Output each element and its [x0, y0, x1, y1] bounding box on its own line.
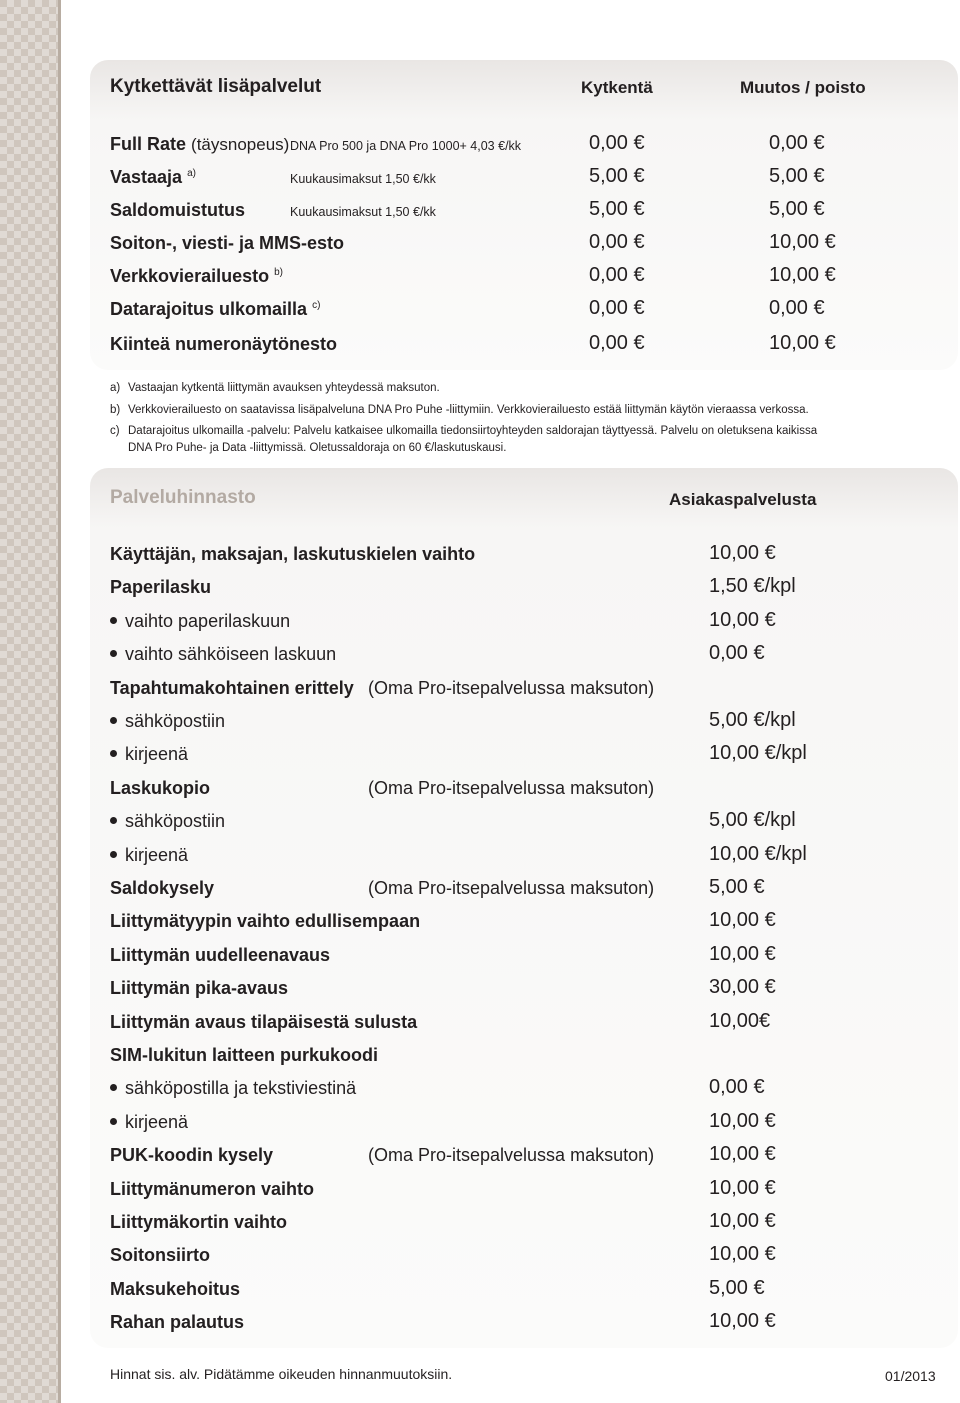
service-price: 10,00 € [709, 1210, 776, 1232]
change-price: 10,00 € [769, 231, 836, 253]
price-subitem-label: kirjeenä [110, 845, 188, 866]
service-price: 10,00 € [709, 609, 776, 631]
price-item-label: Liittymäkortin vaihto [110, 1212, 288, 1232]
service-label: Full Rate (täysnopeus) [110, 134, 290, 154]
footnote-text: DNA Pro Puhe- ja Data -liittymissä. Oletussaldoraja on 60 €/laskutuskausi. [128, 442, 507, 454]
price-item-label: PUK-koodin kysely [110, 1145, 274, 1165]
services-title: Kytkettävät lisäpalvelut [110, 76, 322, 97]
price-item-label: Liittymän uudelleenavaus [110, 945, 331, 965]
service-price: 10,00 €/kpl [709, 843, 807, 865]
service-price: 5,00 € [709, 1277, 765, 1299]
service-price: 10,00 € [709, 1310, 776, 1332]
footnote-text: Vastaajan kytkentä liittymän avauksen yhteydessä maksuton. [128, 382, 440, 394]
footnote [110, 423, 817, 457]
service-price: 10,00€ [709, 1010, 771, 1032]
bullet-icon [110, 650, 117, 657]
footnote [110, 402, 809, 419]
price-item-label: Liittymätyypin vaihto edullisempaan [110, 911, 421, 931]
price-item-label: Liittymän avaus tilapäisestä sulusta [110, 1012, 418, 1032]
footnote-reference: a) [187, 168, 196, 179]
activation-price: 0,00 € [589, 264, 645, 286]
footnote-reference: c) [312, 300, 321, 311]
activation-price: 0,00 € [589, 297, 645, 319]
bullet-icon [110, 750, 117, 757]
service-price: 10,00 € [709, 943, 776, 965]
bullet-icon [110, 617, 117, 624]
service-price: 5,00 €/kpl [709, 809, 796, 831]
change-price: 0,00 € [769, 297, 825, 319]
decorative-side-strip [0, 0, 58, 1403]
service-label: Verkkovierailuesto $^{b)}$ [110, 266, 284, 286]
service-price: 10,00 € [709, 909, 776, 931]
change-column-header: Muutos / poisto [740, 78, 866, 97]
price-item-label: Paperilasku [110, 577, 212, 597]
change-price: 5,00 € [769, 198, 825, 220]
bullet-icon [110, 817, 117, 824]
service-monthly-note: DNA Pro 500 ja DNA Pro 1000+ 4,03 €/kk [290, 139, 522, 153]
self-service-note: (Oma Pro-itsepalvelussa maksuton) [368, 878, 655, 898]
change-price: 10,00 € [769, 332, 836, 354]
price-disclaimer: Hinnat sis. alv. Pidätämme oikeuden hinnanmuutoksiin. [110, 1366, 453, 1382]
price-item-label: Laskukopio [110, 778, 211, 798]
footnote-reference: b) [274, 267, 284, 278]
price-item-label: Liittymän pika-avaus [110, 978, 289, 998]
service-price: 10,00 € [709, 1177, 776, 1199]
self-service-note: (Oma Pro-itsepalvelussa maksuton) [368, 1145, 655, 1165]
price-subitem-label: sähköpostiin [110, 811, 225, 832]
service-price: 10,00 €/kpl [709, 742, 807, 764]
footnote-mark: b) [110, 404, 121, 416]
price-item-label: Saldokysely [110, 878, 215, 898]
self-service-note: (Oma Pro-itsepalvelussa maksuton) [368, 778, 655, 798]
service-label: Saldomuistutus [110, 200, 246, 220]
bullet-icon [110, 851, 117, 858]
activation-price: 0,00 € [589, 332, 645, 354]
activation-price: 5,00 € [589, 165, 645, 187]
price-subitem-label: kirjeenä [110, 744, 188, 765]
price-item-label: SIM-lukitun laitteen purkukoodi [110, 1045, 379, 1065]
activation-price: 5,00 € [589, 198, 645, 220]
service-price: 5,00 € [709, 876, 765, 898]
service-label: Datarajoitus ulkomailla $^{c)}$ [110, 299, 321, 319]
change-price: 10,00 € [769, 264, 836, 286]
activation-price: 0,00 € [589, 231, 645, 253]
price-item-label: Liittymänumeron vaihto [110, 1179, 315, 1199]
price-subitem-label: kirjeenä [110, 1112, 188, 1133]
customer-service-column-header: Asiakaspalvelusta [669, 490, 817, 509]
price-subitem-label: sähköpostiin [110, 711, 225, 732]
service-label-extra: (täysnopeus) [191, 135, 290, 154]
service-price: 10,00 € [709, 542, 776, 564]
price-item-label: Maksukehoitus [110, 1279, 241, 1299]
service-label: Vastaaja $^{a)}$ [110, 167, 196, 187]
price-subitem-label: sähköpostilla ja tekstiviestinä [110, 1078, 356, 1099]
document-date: 01/2013 [885, 1368, 936, 1384]
price-item-label: Rahan palautus [110, 1312, 245, 1332]
service-price: 0,00 € [709, 642, 765, 664]
price-item-label: Soitonsiirto [110, 1245, 210, 1265]
price-item-label: Tapahtumakohtainen erittely [110, 678, 354, 698]
footnote-mark: a) [110, 382, 121, 394]
service-price: 10,00 € [709, 1243, 776, 1265]
footnote-text: Verkkovierailuesto on saatavissa lisäpalveluna DNA Pro Puhe -liittymiin. Verkkovierailuesto estää liittymän käytön vieraassa verkossa. [128, 404, 809, 416]
bullet-icon [110, 1084, 117, 1091]
service-price: 30,00 € [709, 976, 776, 998]
side-strip-edge [58, 0, 61, 1403]
bullet-icon [110, 1118, 117, 1125]
self-service-note: (Oma Pro-itsepalvelussa maksuton) [368, 678, 655, 698]
footnote-text: Datarajoitus ulkomailla -palvelu: Palvelu katkaisee ulkomailla tiedonsiirtoyhteyden saldorajan täyttyessä. Palvelu on oletuksena kaikissa [128, 425, 818, 437]
change-price: 0,00 € [769, 132, 825, 154]
service-price: 5,00 €/kpl [709, 709, 796, 731]
price-item-label: Käyttäjän, maksajan, laskutuskielen vaihto [110, 544, 476, 564]
service-label: Kiinteä numeronäytönesto [110, 334, 338, 354]
change-price: 5,00 € [769, 165, 825, 187]
footnote-mark: c) [110, 425, 120, 437]
service-price: 10,00 € [709, 1110, 776, 1132]
service-monthly-note: Kuukausimaksut 1,50 €/kk [290, 205, 436, 219]
service-price: 0,00 € [709, 1076, 765, 1098]
activate-column-header: Kytkentä [581, 78, 653, 97]
price-subitem-label: vaihto sähköiseen laskuun [110, 644, 336, 665]
bullet-icon [110, 717, 117, 724]
footnote [110, 380, 440, 397]
activation-price: 0,00 € [589, 132, 645, 154]
service-monthly-note: Kuukausimaksut 1,50 €/kk [290, 172, 436, 186]
service-label: Soiton-, viesti- ja MMS-esto [110, 233, 345, 253]
service-price: 1,50 €/kpl [709, 575, 796, 597]
service-price: 10,00 € [709, 1143, 776, 1165]
price-subitem-label: vaihto paperilaskuun [110, 611, 290, 632]
price-list-title: Palveluhinnasto [110, 487, 256, 508]
